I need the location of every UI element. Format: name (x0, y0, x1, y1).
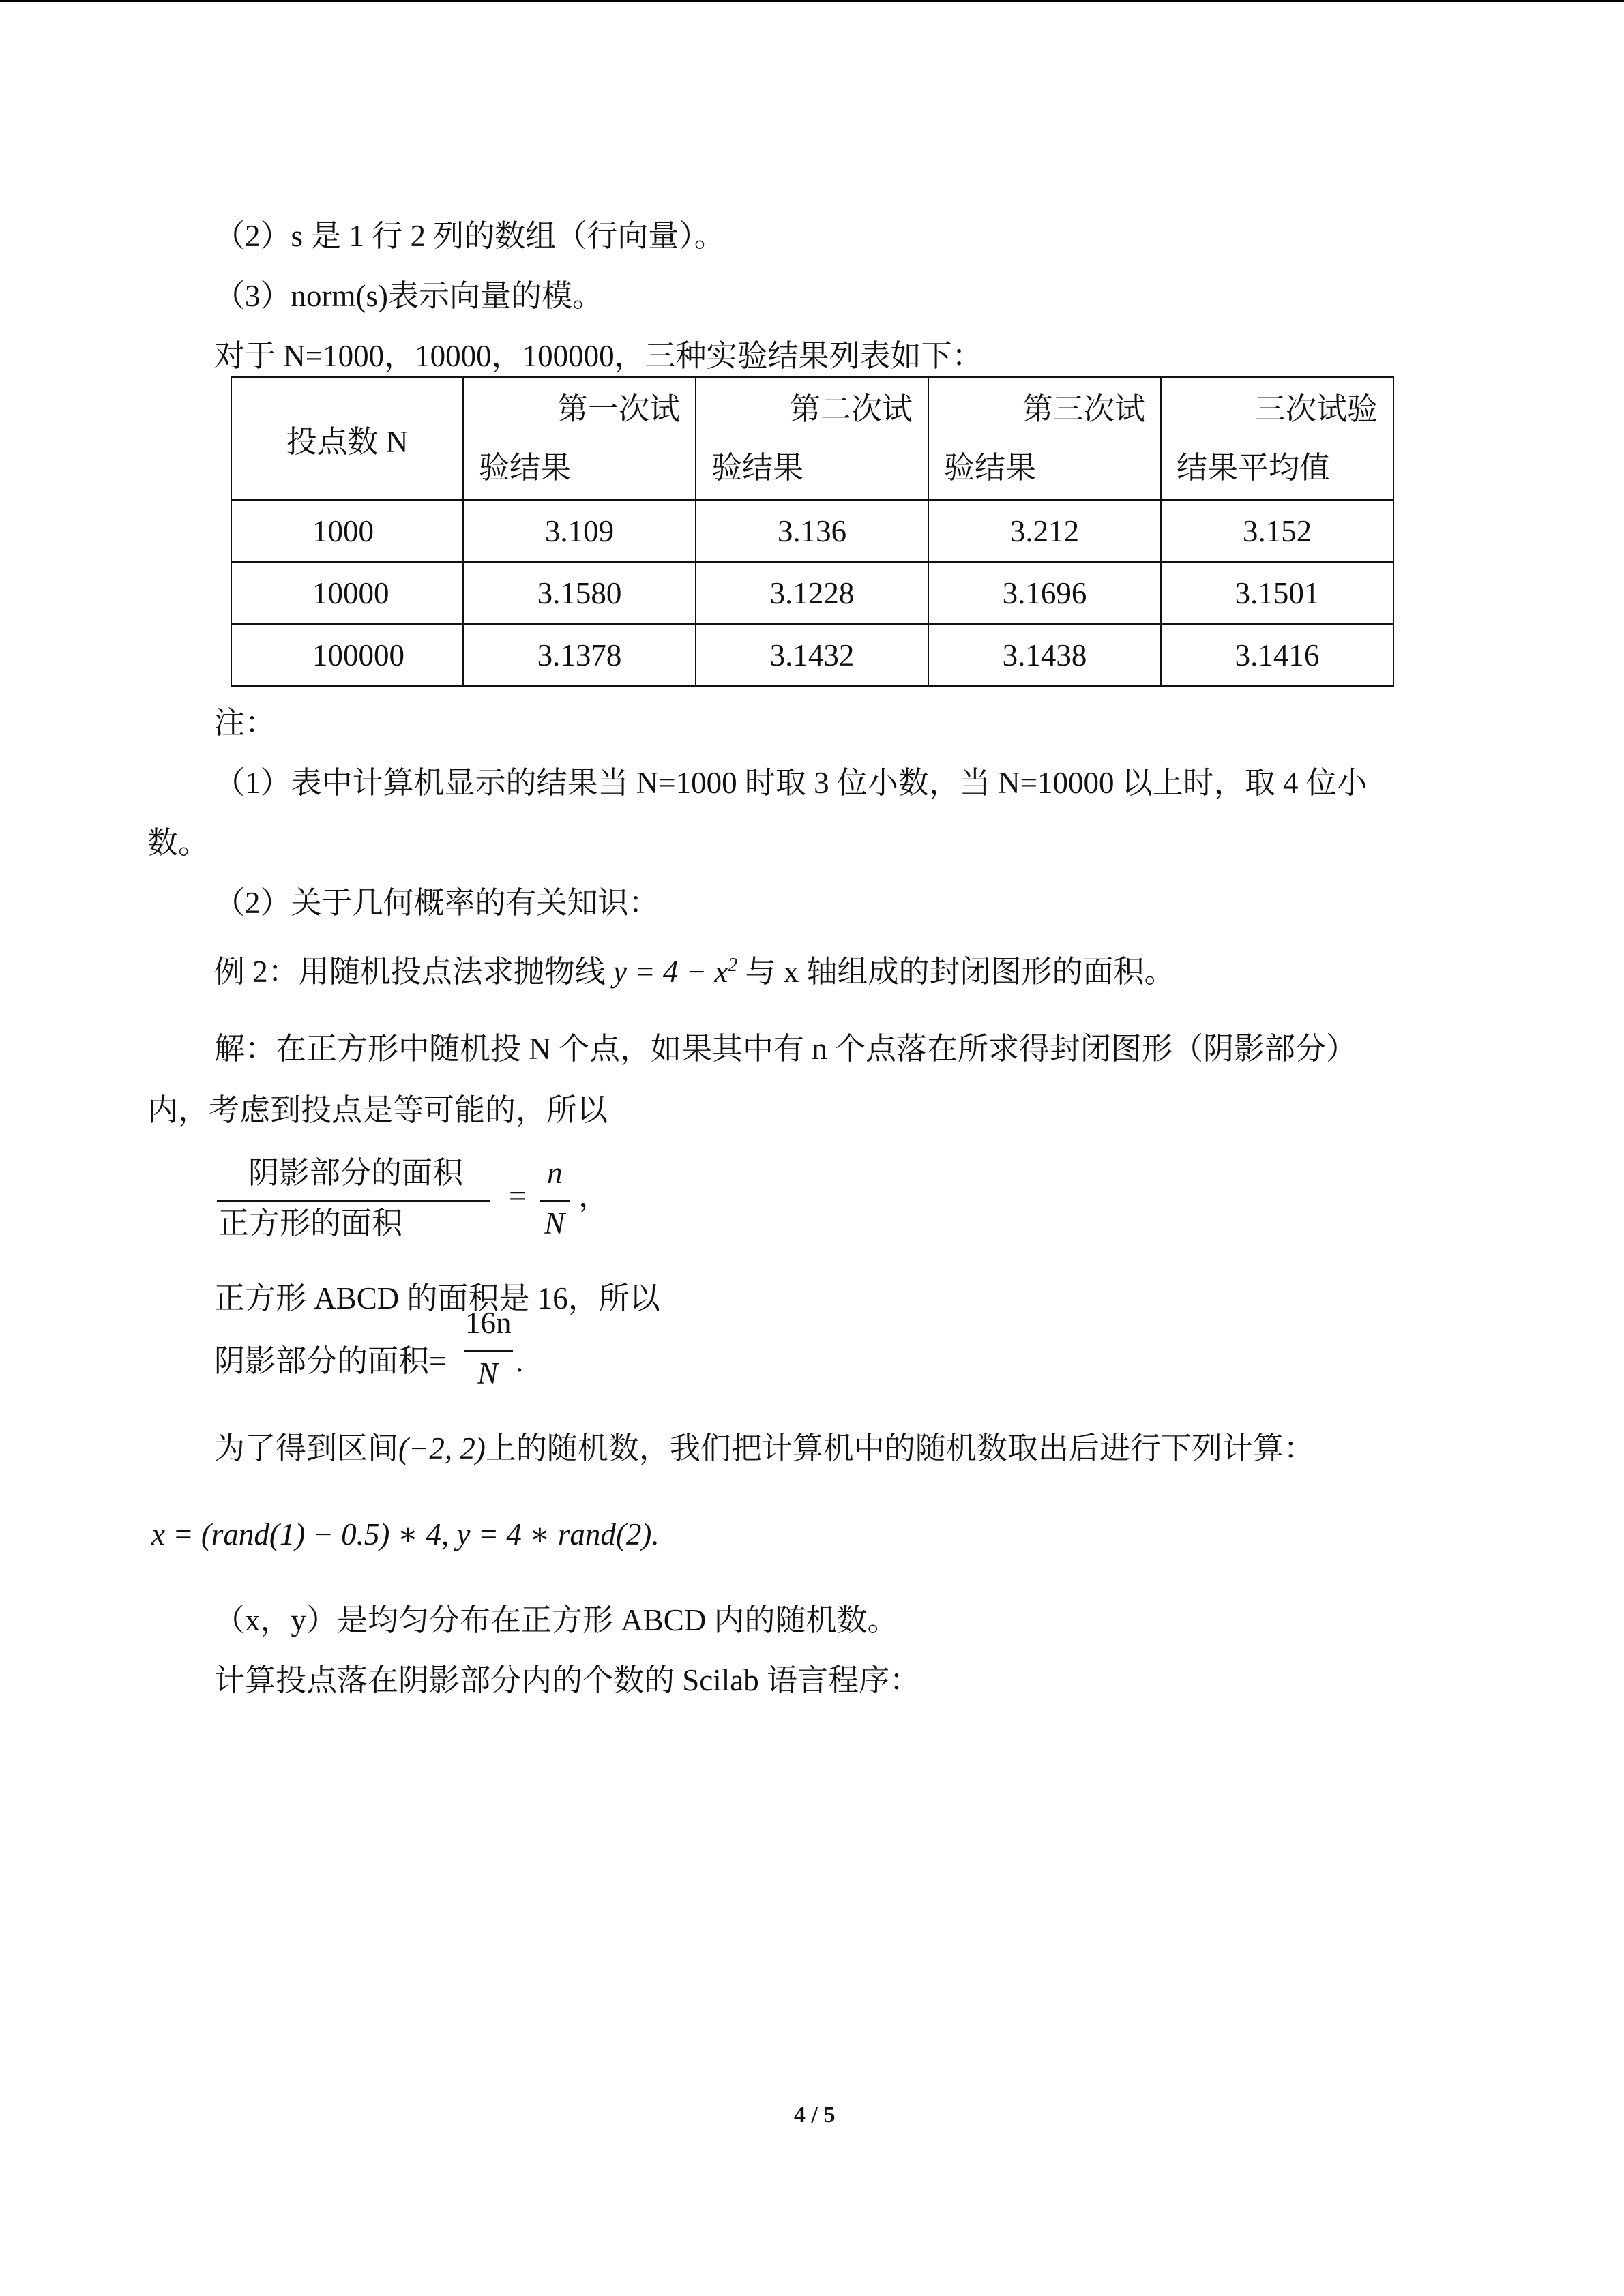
page-top-border (0, 0, 1624, 2)
interval-outro-text: 上的随机数，我们把计算机中的随机数取出后进行下列计算： (485, 1431, 1314, 1465)
table-cell: 3.212 (928, 500, 1161, 562)
shaded-area-label: 阴影部分的面积= (214, 1344, 447, 1378)
table-header-row (231, 377, 1393, 500)
table-cell: 3.1228 (696, 562, 928, 624)
page-number: 4 / 5 (794, 2102, 836, 2128)
fraction-numerator: 阴影部分的面积 (248, 1156, 464, 1190)
note-2: （2）关于几何概率的有关知识： (214, 886, 660, 920)
notes-label: 注： (214, 706, 276, 740)
example-outro-text: 与 x 轴组成的封闭图形的面积。 (745, 955, 1175, 989)
fraction-N-2: N (477, 1356, 499, 1390)
header-cell-trial-2 (696, 377, 928, 500)
fraction-n: n (547, 1156, 563, 1190)
parabola-formula-text: y = 4 − x (613, 955, 728, 989)
random-formula: x = (rand(1) − 0.5) ∗ 4, y = 4 ∗ rand(2). (151, 1517, 660, 1551)
header-cell-trial-3 (928, 377, 1161, 500)
header-cell-trial-1 (463, 377, 696, 500)
header-cell-average (1161, 377, 1393, 500)
table-cell: 3.1438 (928, 624, 1161, 686)
note-1-line-2: 数。 (147, 826, 209, 860)
table-cell: 10000 (231, 562, 463, 624)
table-cell: 3.1501 (1161, 562, 1393, 624)
header-trial-1-line-2: 验结果 (479, 451, 572, 485)
fraction-16n (465, 1302, 512, 1343)
header-n-label: 投点数 N (286, 424, 409, 459)
header-trial-1-line-1: 第一次试 (557, 392, 680, 426)
header-trial-3-line-2: 验结果 (944, 451, 1037, 485)
header-trial-2-line-1: 第二次试 (789, 392, 913, 426)
table-row (231, 500, 1393, 562)
table-cell: 100000 (231, 624, 463, 686)
text-line-table-intro: 对于 N=1000，10000，100000，三种实验结果列表如下： (214, 339, 983, 373)
table-cell: 3.136 (696, 500, 928, 562)
fraction-bar-16n (464, 1350, 513, 1352)
interval-line (214, 1428, 1314, 1469)
header-average-line-2: 结果平均值 (1177, 451, 1331, 485)
header-cell-n (231, 377, 463, 500)
note-1-line-1: （1）表中计算机显示的结果当 N=1000 时取 3 位小数，当 N=10000 以上时，取 4 位小 (214, 766, 1368, 800)
header-average-line-1: 三次试验 (1254, 392, 1378, 426)
table-cell: 3.1580 (463, 562, 696, 624)
text-line-norm: （3）norm(s)表示向量的模。 (214, 279, 603, 313)
uniform-distribution-line: （x，y）是均匀分布在正方形 ABCD 内的随机数。 (214, 1603, 898, 1637)
parabola-exponent: 2 (728, 955, 738, 976)
table-row (231, 562, 1393, 624)
period: . (516, 1344, 524, 1378)
table-cell: 3.109 (463, 500, 696, 562)
solution-line-2: 内，考虑到投点是等可能的，所以 (147, 1093, 608, 1127)
results-table (231, 376, 1394, 687)
table-cell: 3.1432 (696, 624, 928, 686)
fraction-comma: ， (578, 1179, 610, 1213)
fraction-denominator: 正方形的面积 (218, 1206, 403, 1240)
table-cell: 3.152 (1161, 500, 1393, 562)
interval-formula: (−2, 2) (398, 1431, 486, 1465)
example-intro-text: 例 2：用随机投点法求抛物线 (214, 955, 606, 989)
table-cell: 3.1378 (463, 624, 696, 686)
equals-sign: = (509, 1179, 527, 1213)
text-line-s-array: （2）s 是 1 行 2 列的数组（行向量）。 (214, 219, 725, 253)
square-area-line: 正方形 ABCD 的面积是 16，所以 (214, 1281, 660, 1315)
scilab-program-line: 计算投点落在阴影部分内的个数的 Scilab 语言程序： (214, 1663, 920, 1697)
example-2-line (214, 945, 1175, 992)
fraction-16n-value: 16n (465, 1306, 512, 1340)
fraction-N: N (544, 1206, 565, 1240)
table-cell: 3.1696 (928, 562, 1161, 624)
fraction-bar (217, 1200, 490, 1202)
table-cell: 1000 (231, 500, 463, 562)
parabola-formula (613, 955, 737, 989)
header-trial-3-line-1: 第三次试 (1022, 392, 1145, 426)
table-cell: 3.1416 (1161, 624, 1393, 686)
fraction-bar-small (540, 1200, 570, 1202)
table-row (231, 624, 1393, 686)
solution-line-1: 解：在正方形中随机投 N 个点，如果其中有 n 个点落在所求得封闭图形（阴影部分） (214, 1032, 1357, 1066)
interval-intro-text: 为了得到区间 (214, 1431, 399, 1465)
header-trial-2-line-2: 验结果 (711, 451, 804, 485)
